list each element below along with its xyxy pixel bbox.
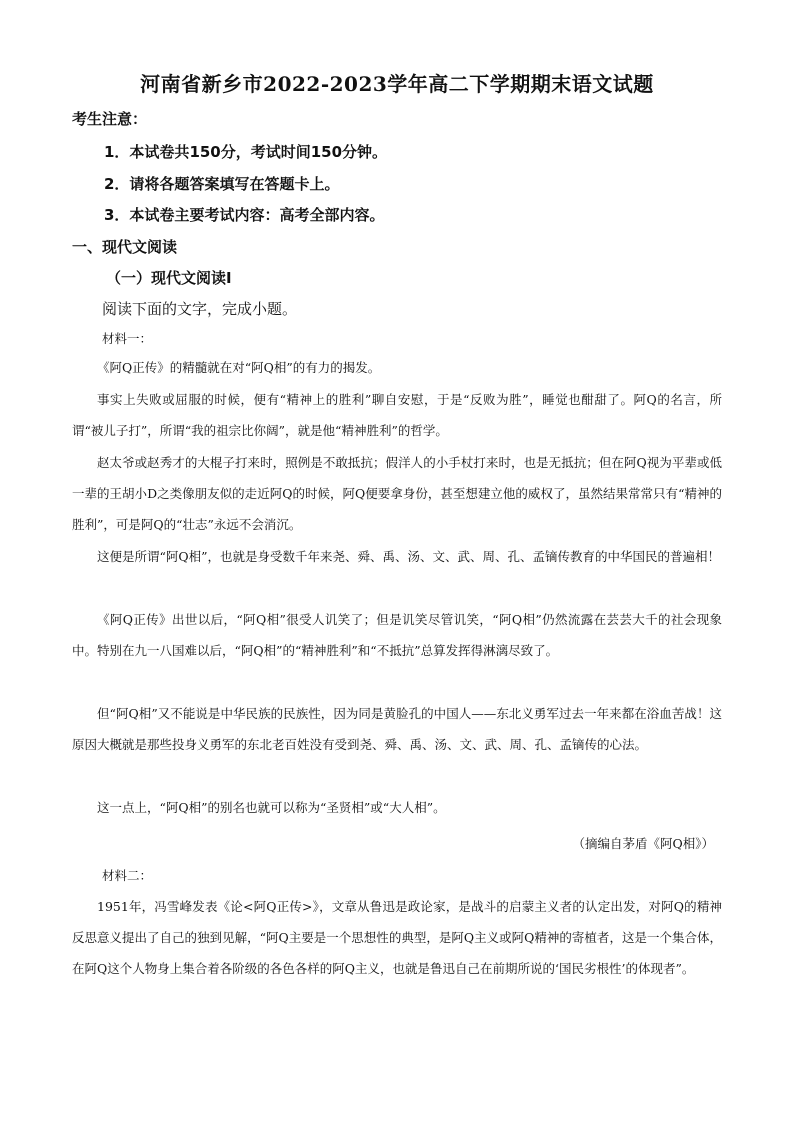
material-one-paragraph: 赵太爷或赵秀才的大棍子打来时，照例是不敢抵抗；假洋人的小手杖打来时，也是无抵抗；但在阿Q视为平辈或低一辈的王胡小D之类像朋友似的走近阿Q的时候，阿Q便要拿身份，甚至想建立他的威权了，虽然结果常常只有“精神的胜利”，可是阿Q的“壮志”永远不会消沉。 bbox=[72, 455, 723, 532]
notice-item: 1．本试卷共150分，考试时间150分钟。 bbox=[104, 143, 388, 161]
section-title: 一、现代文阅读 bbox=[72, 238, 178, 256]
material-one-paragraph: 《阿Q正传》的精髓就在对“阿Q相”的有力的揭发。 bbox=[97, 360, 381, 375]
material-one-paragraph: 《阿Q正传》出世以后，“阿Q相”很受人讥笑了；但是讥笑尽管讥笑，“阿Q相”仍然流露在芸芸大千的社会现象中。特别在九一八国难以后，“阿Q相”的“精神胜利”和“不抵抗”总算发挥得淋漓尽致了。 bbox=[72, 612, 722, 658]
material-one-paragraph: 但“阿Q相”又不能说是中华民族的民族性，因为同是黄脸孔的中国人——东北义勇军过去一年来都在浴血苦战！这原因大概就是那些投身义勇军的东北老百姓没有受到尧、舜、禹、汤、文、武、周、孔、孟镝传的心法。 bbox=[72, 706, 722, 752]
notice-heading: 考生注意： bbox=[72, 110, 148, 128]
subsection-title: （一）现代文阅读Ⅰ bbox=[106, 269, 232, 287]
material-two-paragraph: 1951年，冯雪峰发表《论<阿Q正传>》，文章从鲁迅是政论家，是战斗的启蒙主义者的认定出发，对阿Q的精神反思意义提出了自己的独到见解，“阿Q主要是一个思想性的典型，是阿Q主义或阿Q精神的寄植者，这是一个集合体，在阿Q这个人物身上集合着各阶级的各色各样的阿Q主义，也就是鲁迅自己在前期所说的‘国民劣根性’的体现者”。 bbox=[72, 899, 722, 976]
material-one-paragraph: 这便是所谓“阿Q相”，也就是身受数千年来尧、舜、禹、汤、文、武、周、孔、孟镝传教育的中华国民的普遍相！ bbox=[97, 549, 721, 564]
material-one-label: 材料一： bbox=[102, 331, 153, 346]
notice-item: 2．请将各题答案填写在答题卡上。 bbox=[104, 175, 340, 193]
page-title: 河南省新乡市2022-2023学年高二下学期期末语文试题 bbox=[140, 72, 654, 96]
reading-instruction: 阅读下面的文字，完成小题。 bbox=[102, 300, 298, 318]
notice-item: 3．本试卷主要考试内容：高考全部内容。 bbox=[104, 206, 385, 224]
material-two-label: 材料二： bbox=[102, 868, 153, 883]
material-one-source: （摘编自茅盾《阿Q相》） bbox=[572, 836, 714, 851]
material-one-paragraph: 事实上失败或屈服的时候，便有“精神上的胜利”聊自安慰，于是“反败为胜”，睡觉也酣甜了。阿Q的名言，所谓“被儿子打”，所谓“我的祖宗比你阔”，就是他“精神胜利”的哲学。 bbox=[72, 392, 722, 438]
material-one-paragraph: 这一点上，“阿Q相”的别名也就可以称为“圣贤相”或“大人相”。 bbox=[97, 800, 446, 815]
